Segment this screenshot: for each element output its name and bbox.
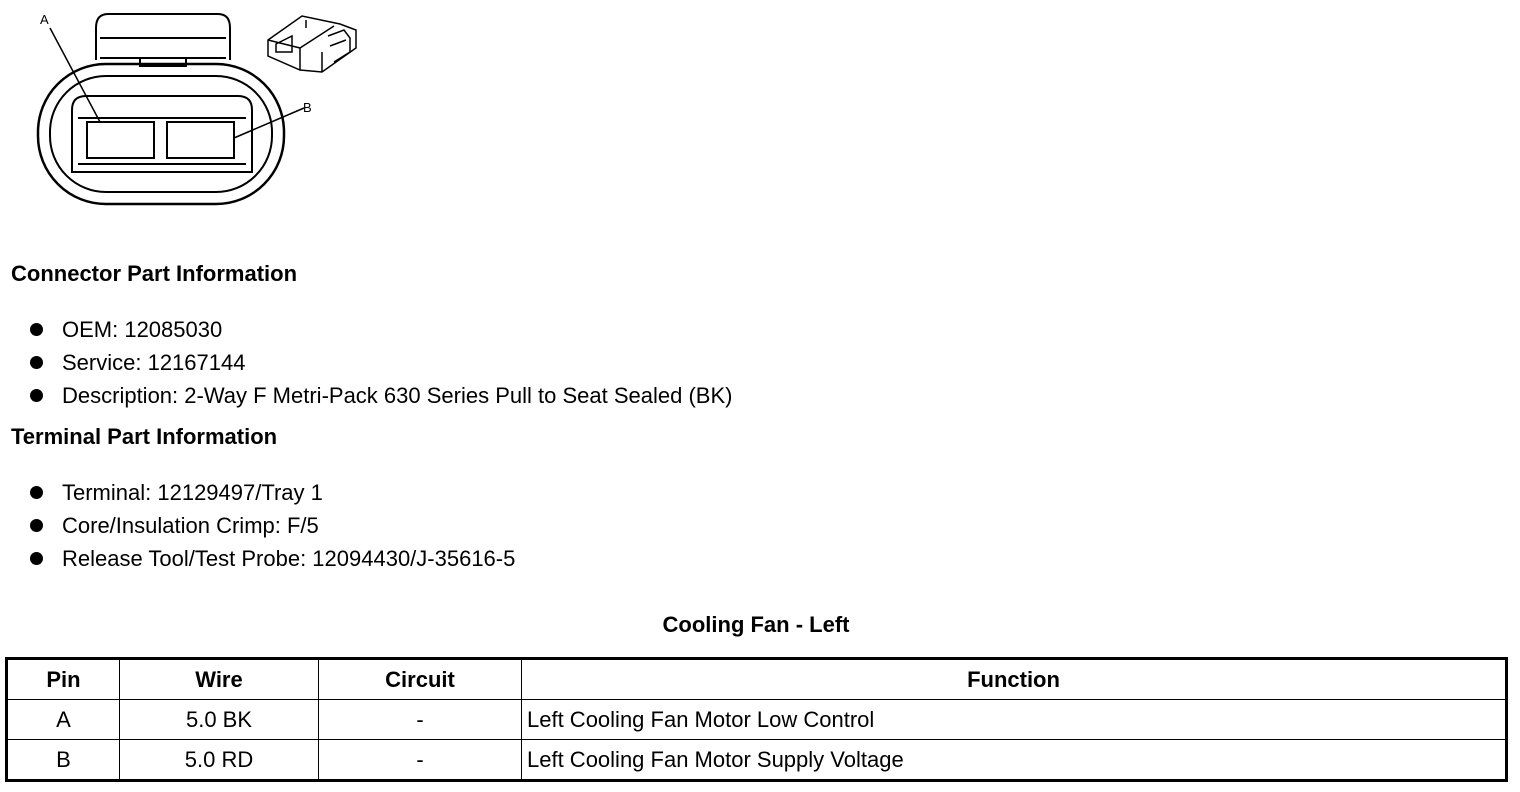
list-item-text: Service: 12167144	[62, 350, 246, 375]
bullet-icon	[30, 323, 43, 336]
bullet-icon	[30, 389, 43, 402]
connector-part-list	[28, 313, 732, 412]
bullet-icon	[30, 519, 43, 532]
pin-cell: B	[7, 740, 120, 781]
list-item-text: OEM: 12085030	[62, 317, 223, 342]
list-item-text: Release Tool/Test Probe: 12094430/J-35616-5	[62, 546, 516, 571]
list-item	[28, 346, 732, 379]
list-item	[28, 313, 732, 346]
bullet-icon	[30, 486, 43, 499]
circuit-cell: -	[319, 740, 522, 781]
callout-b-label: B	[303, 100, 312, 115]
circuit-cell: -	[319, 700, 522, 740]
function-cell: Left Cooling Fan Motor Supply Voltage	[522, 740, 1507, 781]
list-item-text: Core/Insulation Crimp: F/5	[62, 513, 319, 538]
column-header-circuit: Circuit	[319, 659, 522, 700]
pinout-table	[5, 657, 1508, 782]
callout-a-label: A	[40, 12, 49, 27]
table-header-row	[7, 659, 1507, 700]
connector-face-diagram	[0, 0, 380, 215]
column-header-wire: Wire	[120, 659, 319, 700]
list-item	[28, 509, 515, 542]
pin-cell: A	[7, 700, 120, 740]
list-item	[28, 476, 515, 509]
terminal-part-list	[28, 476, 515, 575]
wire-cell: 5.0 BK	[120, 700, 319, 740]
bullet-icon	[30, 356, 43, 369]
list-item-text: Description: 2-Way F Metri-Pack 630 Series Pull to Seat Sealed (BK)	[62, 383, 733, 408]
column-header-pin: Pin	[7, 659, 120, 700]
list-item-text: Terminal: 12129497/Tray 1	[62, 480, 323, 505]
connector-part-heading: Connector Part Information	[11, 261, 298, 286]
table-row	[7, 700, 1507, 740]
bullet-icon	[30, 552, 43, 565]
list-item	[28, 542, 515, 575]
column-header-function: Function	[522, 659, 1507, 700]
wire-cell: 5.0 RD	[120, 740, 319, 781]
list-item	[28, 379, 732, 412]
table-row	[7, 740, 1507, 781]
function-cell: Left Cooling Fan Motor Low Control	[522, 700, 1507, 740]
terminal-part-heading: Terminal Part Information	[11, 424, 278, 449]
table-title: Cooling Fan - Left	[662, 612, 850, 637]
